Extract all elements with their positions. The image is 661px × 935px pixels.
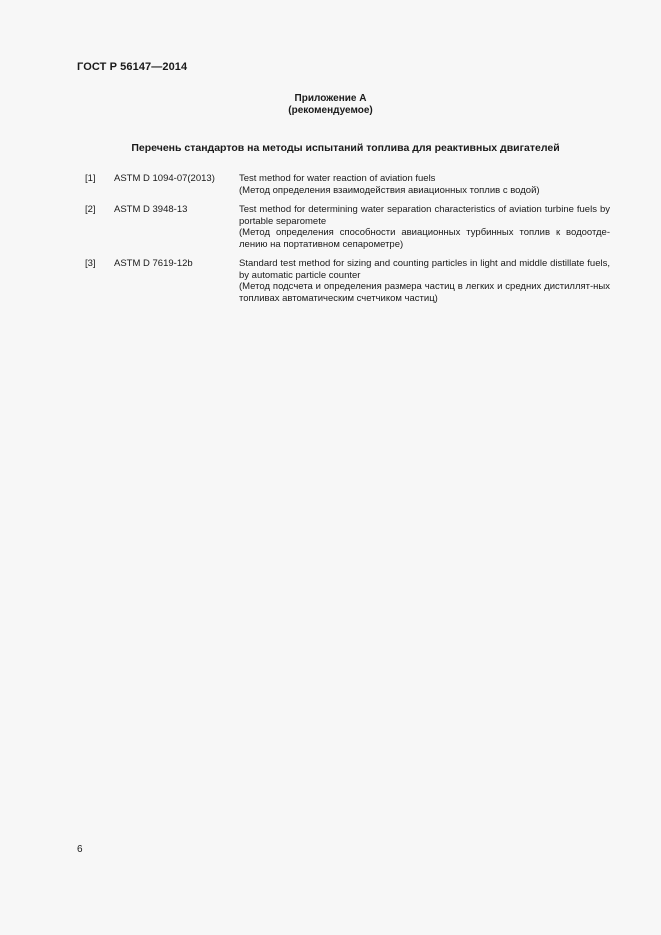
reference-item <box>85 258 610 304</box>
document-code: ГОСТ Р 56147—2014 <box>77 61 188 73</box>
reference-item <box>85 204 610 250</box>
reference-title-ru: (Метод определения взаимодействия авиационных топлив с водой) <box>239 184 540 196</box>
appendix-title: Приложение А <box>294 93 367 104</box>
reference-description <box>239 204 610 250</box>
reference-title-ru: (Метод определения способности авиационных турбинных топлив к водоотде-лению на портативном сепарометре) <box>239 227 610 250</box>
reference-number: [3] <box>85 258 96 269</box>
reference-code: ASTM D 7619-12b <box>114 258 193 269</box>
reference-code: ASTM D 3948-13 <box>114 204 188 215</box>
appendix-heading <box>0 93 661 117</box>
page-number: 6 <box>77 844 83 855</box>
reference-code: ASTM D 1094-07(2013) <box>114 173 215 184</box>
reference-number: [2] <box>85 204 96 215</box>
reference-title-en: Test method for determining water separation characteristics of aviation turbine fuels by portable separomete <box>239 204 610 227</box>
reference-title-en: Standard test method for sizing and counting particles in light and middle distillate fuels, by automatic particle counter <box>239 258 610 281</box>
reference-item <box>85 173 610 196</box>
appendix-subtitle: (рекомендуемое) <box>288 105 373 116</box>
standards-list-title: Перечень стандартов на методы испытаний топлива для реактивных двигателей <box>131 142 560 154</box>
reference-title-ru: (Метод подсчета и определения размера частиц в легких и средних дистиллят-ных топливах автоматическим счетчиком частиц) <box>239 281 610 304</box>
reference-description <box>239 173 610 196</box>
reference-description <box>239 258 610 304</box>
reference-number: [1] <box>85 173 96 184</box>
reference-title-en: Test method for water reaction of aviation fuels <box>239 173 436 184</box>
references-list <box>85 173 610 312</box>
